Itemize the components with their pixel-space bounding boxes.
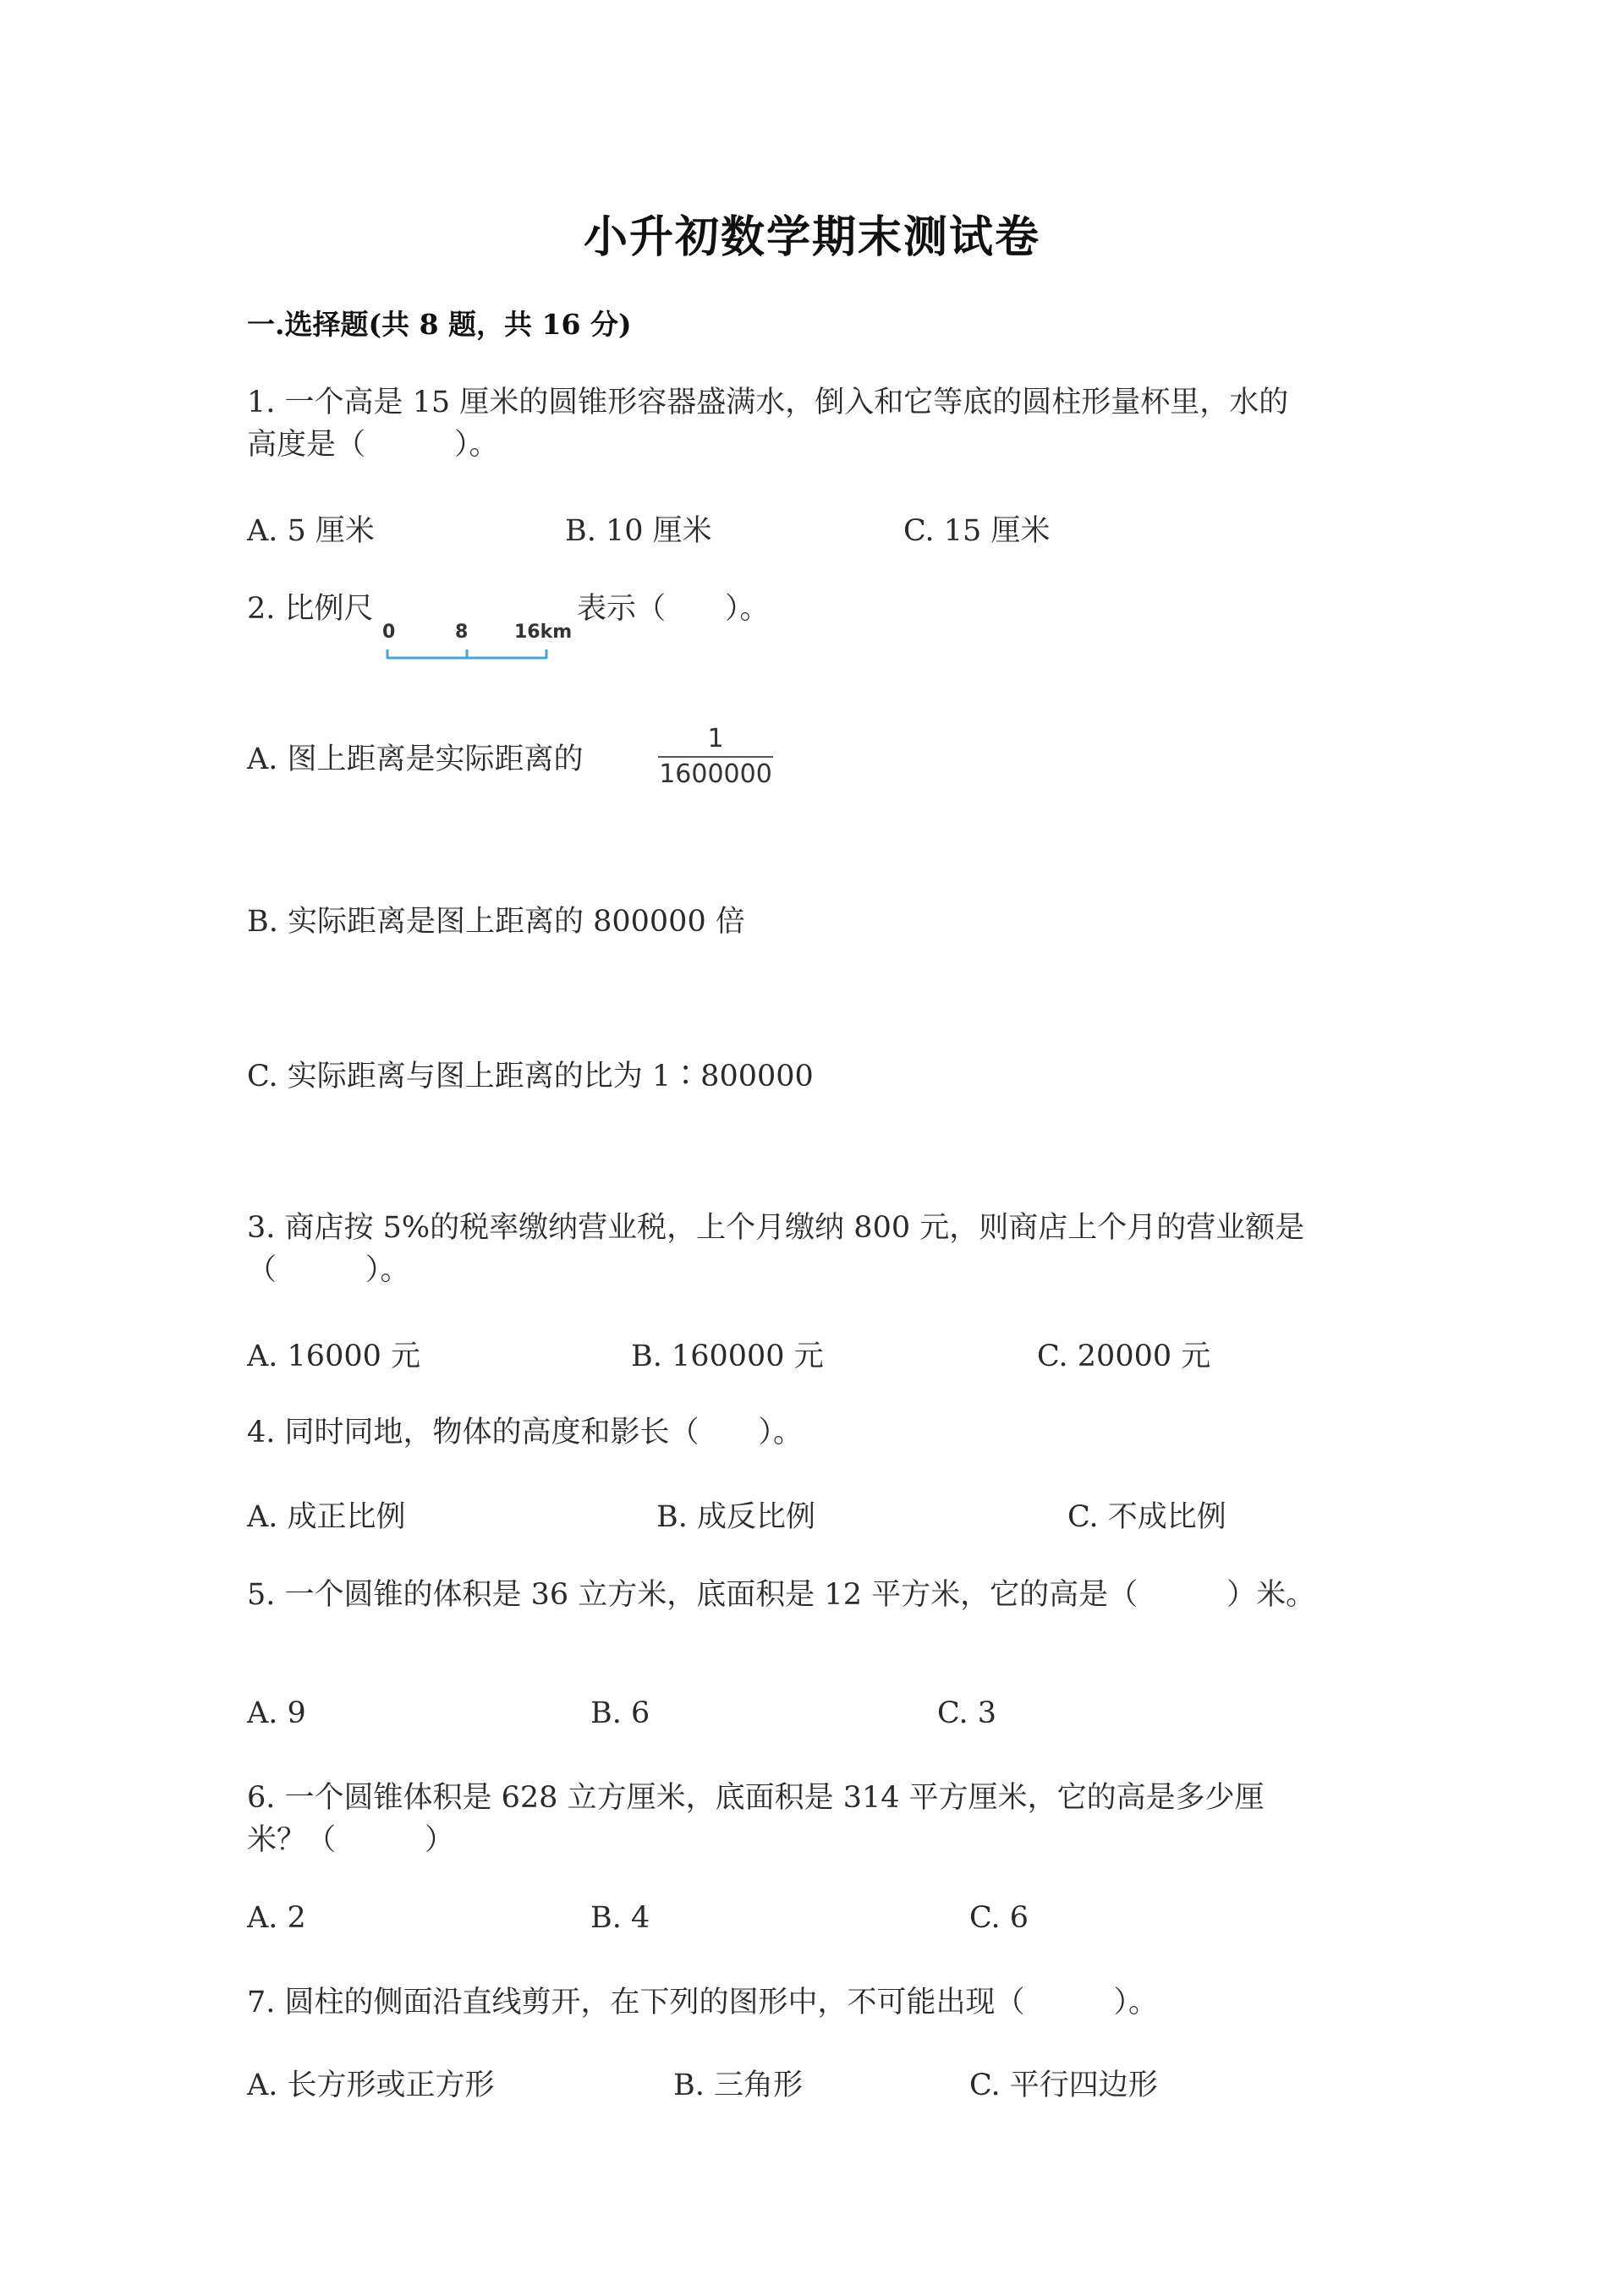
fraction-1-1600000 <box>658 724 773 790</box>
fraction-bar <box>658 756 773 758</box>
question-3-option-b[interactable]: B. 160000 元 <box>631 1340 824 1373</box>
scale-bar-line <box>387 649 546 659</box>
fraction-denominator: 1600000 <box>659 759 772 789</box>
page-title: 小升初数学期末测试卷 <box>583 211 1040 263</box>
scale-tick-16km: 16km <box>514 622 573 643</box>
question-2-option-b[interactable]: B. 实际距离是图上距离的 800000 倍 <box>247 905 745 939</box>
question-2-option-c[interactable]: C. 实际距离与图上距离的比为 1∶800000 <box>247 1060 814 1093</box>
question-1-option-b[interactable]: B. 10 厘米 <box>565 514 712 548</box>
section-heading: 一.选择题(共 8 题，共 16 分) <box>247 308 632 341</box>
question-3-option-c[interactable]: C. 20000 元 <box>1037 1340 1211 1373</box>
question-1-line-2: 高度是（ ）。 <box>247 428 499 462</box>
question-1-option-a[interactable]: A. 5 厘米 <box>247 514 375 548</box>
question-5-line-1: 5. 一个圆锥的体积是 36 立方米，底面积是 12 平方米，它的高是（ ）米。 <box>247 1578 1316 1612</box>
question-7-line-1: 7. 圆柱的侧面沿直线剪开，在下列的图形中，不可能出现（ ）。 <box>247 1986 1159 2019</box>
scale-tick-8: 8 <box>455 622 469 643</box>
question-5-option-b[interactable]: B. 6 <box>590 1696 650 1730</box>
question-1-option-c[interactable]: C. 15 厘米 <box>903 514 1051 548</box>
question-6-line-1: 6. 一个圆锥体积是 628 立方厘米，底面积是 314 平方厘米，它的高是多少厘 <box>247 1781 1265 1815</box>
question-4-option-c[interactable]: C. 不成比例 <box>1067 1500 1226 1534</box>
question-1-line-1: 1. 一个高是 15 厘米的圆锥形容器盛满水，倒入和它等底的圆柱形量杯里，水的 <box>247 386 1289 419</box>
question-2-suffix: 表示（ ）。 <box>577 592 770 626</box>
fraction-numerator: 1 <box>707 724 724 753</box>
question-7-option-a[interactable]: A. 长方形或正方形 <box>247 2069 495 2102</box>
question-6-option-c[interactable]: C. 6 <box>969 1901 1029 1935</box>
question-6-option-a[interactable]: A. 2 <box>247 1901 306 1935</box>
question-6-option-b[interactable]: B. 4 <box>590 1901 650 1935</box>
question-7-option-b[interactable]: B. 三角形 <box>673 2069 803 2102</box>
question-6-line-2: 米？（ ） <box>247 1823 455 1857</box>
question-3-line-1: 3. 商店按 5%的税率缴纳营业税，上个月缴纳 800 元，则商店上个月的营业额是 <box>247 1211 1305 1245</box>
question-4-option-b[interactable]: B. 成反比例 <box>656 1500 815 1534</box>
question-4-option-a[interactable]: A. 成正比例 <box>247 1500 406 1534</box>
question-4-line-1: 4. 同时同地，物体的高度和影长（ ）。 <box>247 1416 804 1449</box>
scale-bar-figure <box>372 616 575 666</box>
scale-tick-0: 0 <box>382 622 396 643</box>
question-2-option-a[interactable]: A. 图上距离是实际距离的 <box>247 743 584 776</box>
question-5-option-a[interactable]: A. 9 <box>247 1696 306 1730</box>
question-7-option-c[interactable]: C. 平行四边形 <box>969 2069 1158 2102</box>
question-3-line-2: （ ）。 <box>247 1253 410 1287</box>
question-5-option-c[interactable]: C. 3 <box>937 1696 997 1730</box>
question-3-option-a[interactable]: A. 16000 元 <box>247 1340 420 1373</box>
question-2-prefix: 2. 比例尺 <box>247 592 374 626</box>
